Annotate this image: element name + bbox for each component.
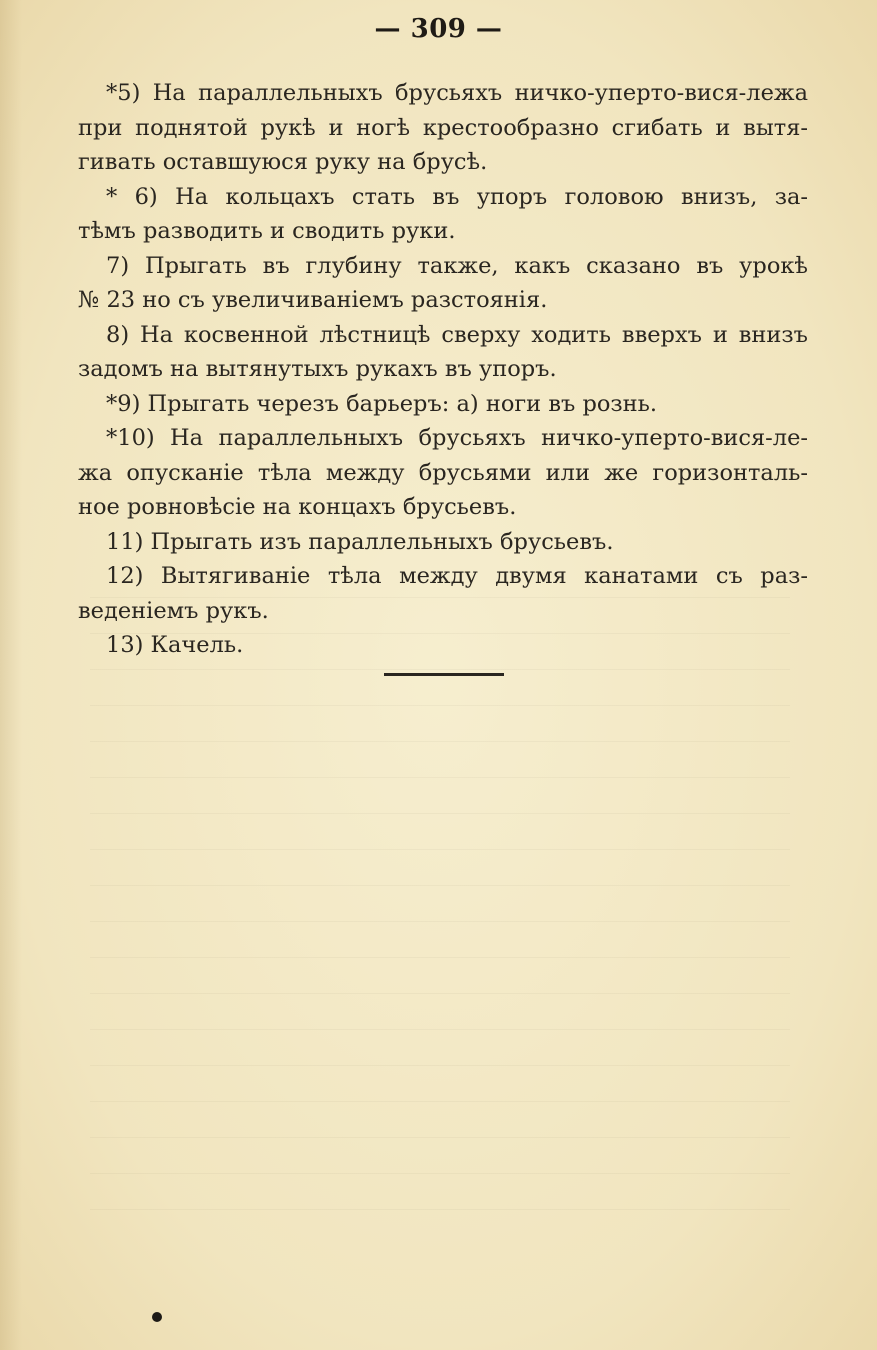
text-line: 11) Прыгать изъ параллельныхъ брусьевъ. [106, 528, 614, 555]
text-line: 8) На косвенной лѣстницѣ сверху ходить вверхъ и внизъ [106, 321, 808, 348]
exercise-item-7 [78, 249, 808, 318]
page-number: — 309 — [374, 14, 503, 44]
text-line: № 23 но съ увеличиваніемъ разстоянія. [78, 287, 548, 313]
section-divider [384, 673, 504, 676]
exercise-item-11 [78, 525, 808, 560]
text-line: ное ровновѣсіе на концахъ брусьевъ. [78, 494, 517, 520]
text-line: веденіемъ рукъ. [78, 597, 269, 624]
exercise-item-5 [78, 76, 808, 180]
text-line: гивать оставшуюся руку на брусѣ. [78, 149, 488, 175]
exercise-item-13 [78, 628, 808, 663]
text-line: тѣмъ разводить и сводить руки. [78, 218, 456, 244]
text-line: 13) Качель. [106, 632, 244, 658]
text-line: жа опусканіе тѣла между брусьями или же горизонталь- [78, 459, 808, 486]
show-through-texture [90, 590, 790, 1210]
exercise-item-10 [78, 421, 808, 525]
exercise-item-9 [78, 387, 808, 422]
text-line: * 6) На кольцахъ стать въ упоръ головою внизъ, за- [106, 183, 808, 210]
text-line: при поднятой рукѣ и ногѣ крестообразно сгибать и вытя- [78, 114, 808, 141]
text-line: 7) Прыгать въ глубину также, какъ сказано въ урокѣ [106, 252, 808, 279]
text-line: *5) На параллельныхъ брусьяхъ ничко-уперто-вися-лежа [106, 80, 808, 106]
ink-spot [152, 1312, 162, 1322]
exercise-item-12 [78, 559, 808, 628]
exercise-item-8 [78, 318, 808, 387]
text-line: задомъ на вытянутыхъ рукахъ въ упоръ. [78, 356, 557, 382]
text-line: *9) Прыгать черезъ барьеръ: а) ноги въ рознь. [106, 390, 658, 417]
exercise-item-6 [78, 180, 808, 249]
text-line: *10) На параллельныхъ брусьяхъ ничко-уперто-вися-ле- [106, 425, 808, 451]
text-line: 12) Вытягиваніе тѣла между двумя канатами съ раз- [106, 563, 808, 589]
exercise-list [78, 76, 808, 663]
